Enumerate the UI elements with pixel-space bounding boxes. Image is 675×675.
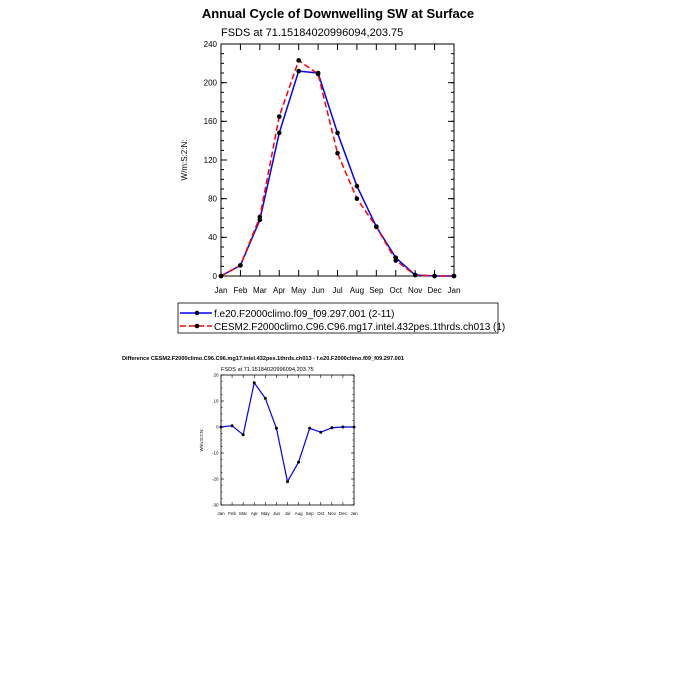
diff-xtick-label: Mar <box>239 511 248 516</box>
main-series-2-point <box>335 151 340 156</box>
legend-marker-series-2 <box>195 324 200 329</box>
main-xtick-label: Sep <box>369 286 384 295</box>
main-xtick-label: Aug <box>349 286 365 295</box>
diff-series-1-point <box>353 426 356 429</box>
main-ytick-label: 240 <box>203 39 217 49</box>
diff-series-1-point <box>242 433 245 436</box>
main-series-1-point <box>296 69 301 74</box>
main-ytick-label: 160 <box>203 117 217 127</box>
main-xtick-label: May <box>291 286 307 295</box>
diff-xtick-label: Feb <box>228 511 236 516</box>
main-series-2-point <box>374 224 379 229</box>
main-series-2-point <box>277 114 282 119</box>
diff-series-1-point <box>253 381 256 384</box>
main-xtick-label: Jul <box>332 286 343 295</box>
diff-plot-marks <box>212 373 358 516</box>
diff-xtick-label: Apr <box>250 511 258 516</box>
diff-xtick-label: Jun <box>272 511 281 516</box>
diff-ytick-label: 10 <box>213 398 219 404</box>
diff-series-1-point <box>220 426 223 429</box>
legend <box>178 303 505 333</box>
diff-series-1-point <box>308 427 311 430</box>
main-series-2-line <box>221 60 454 276</box>
main-ytick-label: 80 <box>208 194 217 204</box>
diff-xtick-label: Dec <box>338 511 347 516</box>
main-plot-frame <box>221 44 454 276</box>
main-xtick-label: Jun <box>311 286 325 295</box>
diff-xtick-label: Jul <box>284 511 291 516</box>
main-chart-ylabel: W/m:S:2:N: <box>180 139 189 181</box>
main-ytick-label: 120 <box>203 155 217 165</box>
main-series-1-line <box>221 71 454 276</box>
diff-xtick-label: Sep <box>305 511 314 516</box>
diff-series-1-point <box>275 427 278 430</box>
main-series-2-point <box>393 258 398 263</box>
legend-label-series-2: CESM2.F2000climo.C96.C96.mg17.intel.432pes.1thrds.ch013 (1) <box>214 322 506 333</box>
main-series-2-point <box>432 274 437 279</box>
diff-chart-ylabel: W/m:S:2:N: <box>199 428 204 452</box>
main-plot-marks <box>204 40 461 295</box>
diff-series-1-point <box>319 431 322 434</box>
main-series-1-point <box>335 131 340 136</box>
diff-series-1-point <box>286 480 289 483</box>
diff-plot-frame <box>221 375 354 505</box>
diff-ytick-label: -20 <box>211 476 219 482</box>
diff-xtick-label: Jan <box>350 511 358 516</box>
diff-series-1-point <box>297 461 300 464</box>
main-series-2-point <box>258 215 263 220</box>
diff-xtick-label: May <box>261 511 270 516</box>
diff-series-1-point <box>264 397 267 400</box>
diff-ytick-label: 20 <box>213 372 219 378</box>
diff-xtick-label: Jan <box>217 511 225 516</box>
main-xtick-label: Oct <box>389 286 402 295</box>
main-xtick-label: Jan <box>447 286 461 295</box>
diff-ytick-label: 0 <box>215 424 219 430</box>
main-series-2-point <box>296 58 301 63</box>
main-series-2-point <box>316 72 321 77</box>
main-ytick-label: 40 <box>208 233 217 243</box>
diff-chart-subtitle: FSDS at 71.15184020996094,203.75 <box>221 367 314 373</box>
main-xtick-label: Nov <box>408 286 423 295</box>
main-series-2-point <box>355 196 360 201</box>
main-xtick-label: Dec <box>427 286 442 295</box>
main-series-2-point <box>219 274 224 279</box>
diff-series-1-point <box>231 424 234 427</box>
main-series-1-point <box>355 184 360 189</box>
diff-series-1-point <box>341 426 344 429</box>
main-series-1-point <box>277 131 282 136</box>
main-ytick-label: 200 <box>203 78 217 88</box>
diff-xtick-label: Oct <box>317 511 325 516</box>
diff-ytick-label: -30 <box>211 502 219 508</box>
diff-series-1-line <box>221 383 354 482</box>
legend-marker-series-1 <box>195 311 200 316</box>
main-chart-title: Annual Cycle of Downwelling SW at Surface <box>201 6 475 21</box>
main-series-2-point <box>452 274 457 279</box>
diff-xtick-label: Aug <box>294 511 303 516</box>
diff-chart-title: Difference CESM2.F2000climo.C96.C96.mg17.intel.432pes.1thrds.ch013 - f.e20.F2000climo.f09_f09.297.001 <box>122 356 405 362</box>
diff-xtick-label: Nov <box>327 511 336 516</box>
legend-label-series-1: f.e20.F2000climo.f09_f09.297.001 (2-11) <box>214 309 395 320</box>
main-series-2-point <box>238 263 243 268</box>
main-xtick-label: Jan <box>214 286 228 295</box>
main-xtick-label: Mar <box>252 286 267 295</box>
main-ytick-label: 0 <box>212 271 217 281</box>
main-chart-subtitle: FSDS at 71.15184020996094,203.75 <box>221 27 404 39</box>
diff-ytick-label: -10 <box>211 450 219 456</box>
main-xtick-label: Apr <box>273 286 286 295</box>
main-series-2-point <box>413 273 418 278</box>
main-xtick-label: Feb <box>233 286 248 295</box>
diff-series-1-point <box>330 426 333 429</box>
